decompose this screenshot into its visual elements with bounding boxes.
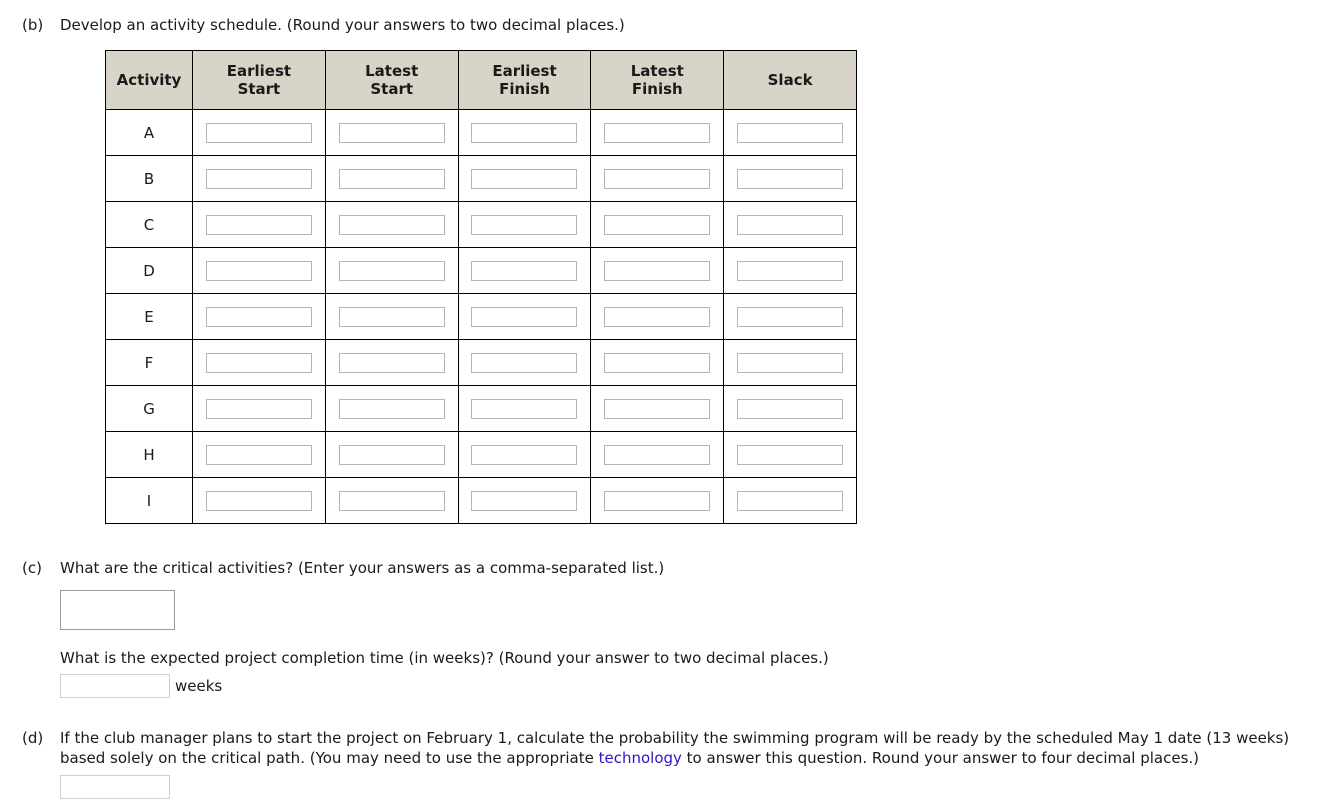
latest-finish-input[interactable]	[604, 261, 710, 281]
latest-finish-cell	[591, 110, 724, 156]
latest-start-input[interactable]	[339, 399, 445, 419]
latest-finish-input[interactable]	[604, 491, 710, 511]
earliest-finish-cell	[458, 340, 591, 386]
part-c-label: (c)	[22, 559, 42, 577]
completion-time-input[interactable]	[60, 674, 170, 698]
table-header-row	[106, 51, 857, 110]
critical-activities-input[interactable]	[60, 590, 175, 630]
earliest-start-input[interactable]	[206, 123, 312, 143]
earliest-start-input[interactable]	[206, 307, 312, 327]
latest-start-cell	[325, 156, 458, 202]
earliest-start-input[interactable]	[206, 445, 312, 465]
earliest-start-input[interactable]	[206, 399, 312, 419]
earliest-finish-input[interactable]	[471, 215, 577, 235]
latest-finish-cell	[591, 248, 724, 294]
activity-name-cell: F	[106, 340, 193, 386]
latest-finish-cell	[591, 478, 724, 524]
earliest-finish-input[interactable]	[471, 261, 577, 281]
slack-cell	[724, 110, 857, 156]
header-latest-finish: Latest Finish	[591, 51, 724, 110]
earliest-finish-cell	[458, 202, 591, 248]
table-row	[106, 110, 857, 156]
latest-finish-cell	[591, 156, 724, 202]
probability-input[interactable]	[60, 775, 170, 799]
earliest-finish-cell	[458, 432, 591, 478]
activity-name-cell: E	[106, 294, 193, 340]
slack-input[interactable]	[737, 215, 843, 235]
earliest-start-cell	[193, 248, 326, 294]
part-c-question: What are the critical activities? (Enter your answers as a comma-separated list.)	[60, 559, 665, 577]
latest-finish-input[interactable]	[604, 307, 710, 327]
latest-start-input[interactable]	[339, 123, 445, 143]
slack-cell	[724, 294, 857, 340]
earliest-start-cell	[193, 110, 326, 156]
latest-start-input[interactable]	[339, 491, 445, 511]
latest-start-input[interactable]	[339, 261, 445, 281]
part-b-instruction: Develop an activity schedule. (Round your answers to two decimal places.)	[60, 16, 625, 34]
table-row	[106, 202, 857, 248]
earliest-finish-cell	[458, 110, 591, 156]
latest-start-input[interactable]	[339, 215, 445, 235]
latest-finish-input[interactable]	[604, 445, 710, 465]
header-slack: Slack	[724, 51, 857, 110]
latest-finish-cell	[591, 202, 724, 248]
table-row	[106, 478, 857, 524]
earliest-start-input[interactable]	[206, 353, 312, 373]
earliest-start-cell	[193, 432, 326, 478]
earliest-start-cell	[193, 156, 326, 202]
latest-start-cell	[325, 110, 458, 156]
latest-finish-input[interactable]	[604, 169, 710, 189]
activity-name-cell: A	[106, 110, 193, 156]
earliest-finish-cell	[458, 478, 591, 524]
latest-finish-input[interactable]	[604, 123, 710, 143]
slack-input[interactable]	[737, 123, 843, 143]
table-row	[106, 294, 857, 340]
part-d-label: (d)	[22, 729, 44, 747]
completion-time-unit: weeks	[175, 677, 223, 695]
latest-start-cell	[325, 432, 458, 478]
activity-name-cell: H	[106, 432, 193, 478]
slack-input[interactable]	[737, 491, 843, 511]
latest-finish-input[interactable]	[604, 215, 710, 235]
latest-finish-input[interactable]	[604, 353, 710, 373]
earliest-start-input[interactable]	[206, 169, 312, 189]
latest-start-cell	[325, 340, 458, 386]
earliest-finish-input[interactable]	[471, 445, 577, 465]
slack-input[interactable]	[737, 261, 843, 281]
header-activity: Activity	[106, 51, 193, 110]
table-body	[106, 110, 857, 524]
earliest-finish-input[interactable]	[471, 169, 577, 189]
activity-name-cell: D	[106, 248, 193, 294]
earliest-finish-input[interactable]	[471, 353, 577, 373]
activity-name-cell: C	[106, 202, 193, 248]
slack-input[interactable]	[737, 307, 843, 327]
latest-start-cell	[325, 202, 458, 248]
latest-finish-cell	[591, 432, 724, 478]
latest-start-cell	[325, 386, 458, 432]
completion-time-question: What is the expected project completion time (in weeks)? (Round your answer to two decimal places.)	[60, 649, 829, 667]
latest-start-input[interactable]	[339, 307, 445, 327]
earliest-start-cell	[193, 294, 326, 340]
slack-cell	[724, 202, 857, 248]
earliest-start-input[interactable]	[206, 215, 312, 235]
slack-input[interactable]	[737, 169, 843, 189]
activity-name-cell: B	[106, 156, 193, 202]
latest-finish-cell	[591, 294, 724, 340]
earliest-finish-input[interactable]	[471, 399, 577, 419]
header-earliest-start: Earliest Start	[193, 51, 326, 110]
table-row	[106, 386, 857, 432]
earliest-finish-input[interactable]	[471, 491, 577, 511]
activity-schedule-table	[105, 50, 857, 524]
earliest-start-cell	[193, 202, 326, 248]
earliest-finish-cell	[458, 248, 591, 294]
activity-name-cell: G	[106, 386, 193, 432]
slack-cell	[724, 478, 857, 524]
latest-start-input[interactable]	[339, 445, 445, 465]
latest-finish-input[interactable]	[604, 399, 710, 419]
completion-time-row	[60, 674, 222, 698]
slack-input[interactable]	[737, 353, 843, 373]
latest-start-input[interactable]	[339, 353, 445, 373]
table-row	[106, 248, 857, 294]
table-row	[106, 156, 857, 202]
earliest-start-cell	[193, 478, 326, 524]
slack-cell	[724, 156, 857, 202]
slack-cell	[724, 340, 857, 386]
part-c-heading	[22, 558, 664, 578]
part-d-heading	[22, 728, 1312, 768]
earliest-finish-input[interactable]	[471, 123, 577, 143]
table-row	[106, 432, 857, 478]
latest-start-input[interactable]	[339, 169, 445, 189]
latest-start-cell	[325, 248, 458, 294]
activity-name-cell: I	[106, 478, 193, 524]
earliest-finish-cell	[458, 386, 591, 432]
latest-start-cell	[325, 478, 458, 524]
slack-cell	[724, 386, 857, 432]
earliest-start-input[interactable]	[206, 261, 312, 281]
earliest-start-input[interactable]	[206, 491, 312, 511]
technology-link[interactable]: technology	[598, 749, 682, 767]
table-row	[106, 340, 857, 386]
latest-finish-cell	[591, 386, 724, 432]
earliest-finish-input[interactable]	[471, 307, 577, 327]
latest-start-cell	[325, 294, 458, 340]
slack-cell	[724, 432, 857, 478]
part-d-question: If the club manager plans to start the project on February 1, calculate the probability the swimming program will be ready by the scheduled May 1 date (13 weeks) based solely on the critical path. (You may need to use the appropriate technology to answer this question. Round your answer to four decimal places.)	[60, 729, 1290, 767]
slack-input[interactable]	[737, 399, 843, 419]
slack-input[interactable]	[737, 445, 843, 465]
latest-finish-cell	[591, 340, 724, 386]
header-earliest-finish: Earliest Finish	[458, 51, 591, 110]
earliest-start-cell	[193, 386, 326, 432]
header-latest-start: Latest Start	[325, 51, 458, 110]
earliest-finish-cell	[458, 156, 591, 202]
earliest-start-cell	[193, 340, 326, 386]
earliest-finish-cell	[458, 294, 591, 340]
part-b-label: (b)	[22, 16, 44, 34]
part-b-heading	[22, 15, 625, 35]
slack-cell	[724, 248, 857, 294]
